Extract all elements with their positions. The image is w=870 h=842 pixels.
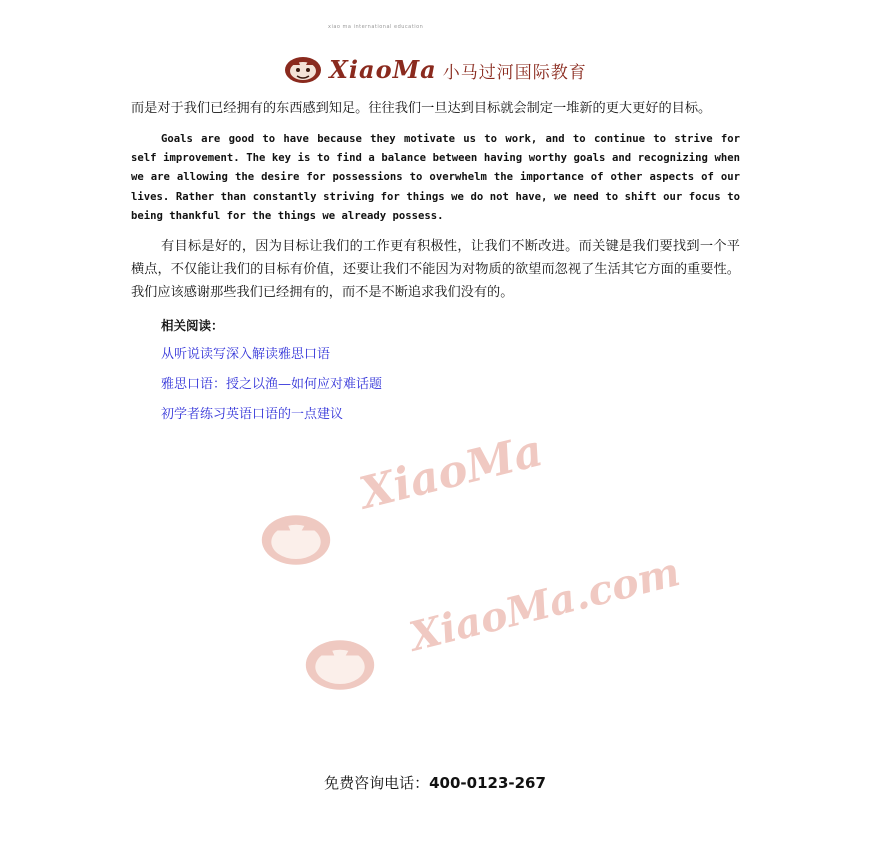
related-link-3[interactable]: 初学者练习英语口语的一点建议 bbox=[161, 407, 344, 423]
footer-phone[interactable]: 400-0123-267 bbox=[429, 774, 546, 792]
horse-mascot-icon bbox=[258, 510, 334, 570]
related-link-2[interactable]: 雅思口语：授之以渔—如何应对难话题 bbox=[161, 377, 383, 393]
article-body bbox=[131, 97, 740, 430]
watermark-mascot-1 bbox=[258, 510, 334, 574]
related-link-1[interactable]: 从听说读写深入解读雅思口语 bbox=[161, 347, 331, 363]
footer-contact bbox=[0, 772, 870, 793]
brand-wordmark: XiaoMa bbox=[329, 55, 437, 84]
paragraph-chinese-1: 而是对于我们已经拥有的东西感到知足。往往我们一旦达到目标就会制定一堆新的更大更好的目标。 bbox=[131, 101, 712, 116]
related-reading-title: 相关阅读： bbox=[161, 318, 224, 334]
watermark-word-1: XiaoMa bbox=[355, 425, 548, 520]
paragraph-chinese-2: 有目标是好的，因为目标让我们的工作更有积极性，让我们不断改进。而关键是我们要找到一个平横点，不仅能让我们的目标有价值，还要让我们不能因为对物质的欲望而忽视了生活其它方面的重要性。我们应该感谢那些我们已经拥有的，而不是不断追求我们没有的。 bbox=[131, 239, 740, 301]
watermark-mascot-2 bbox=[302, 635, 378, 699]
brand-chinese-name: 小马过河国际教育 bbox=[442, 62, 587, 83]
horse-mascot-icon bbox=[302, 635, 378, 695]
horse-mascot-icon bbox=[283, 55, 323, 85]
header-logo bbox=[0, 52, 870, 88]
brand-subtitle: xiao ma international education bbox=[328, 24, 424, 30]
paragraph-english: Goals are good to have because they motivate us to work, and to continue to strive for self improvement. The key is to find a balance between having worthy goals and recognizing when we are allowing the desire for possessions to overwhelm the importance of other aspects of our lives. Rather than constantly striving for things we do not have, we need to shift our focus to being thankful for the things we already possess. bbox=[131, 133, 740, 222]
watermark-word-2: XiaoMa.com bbox=[405, 548, 685, 661]
related-reading-list bbox=[161, 340, 740, 430]
footer-label: 免费咨询电话： bbox=[324, 774, 430, 792]
